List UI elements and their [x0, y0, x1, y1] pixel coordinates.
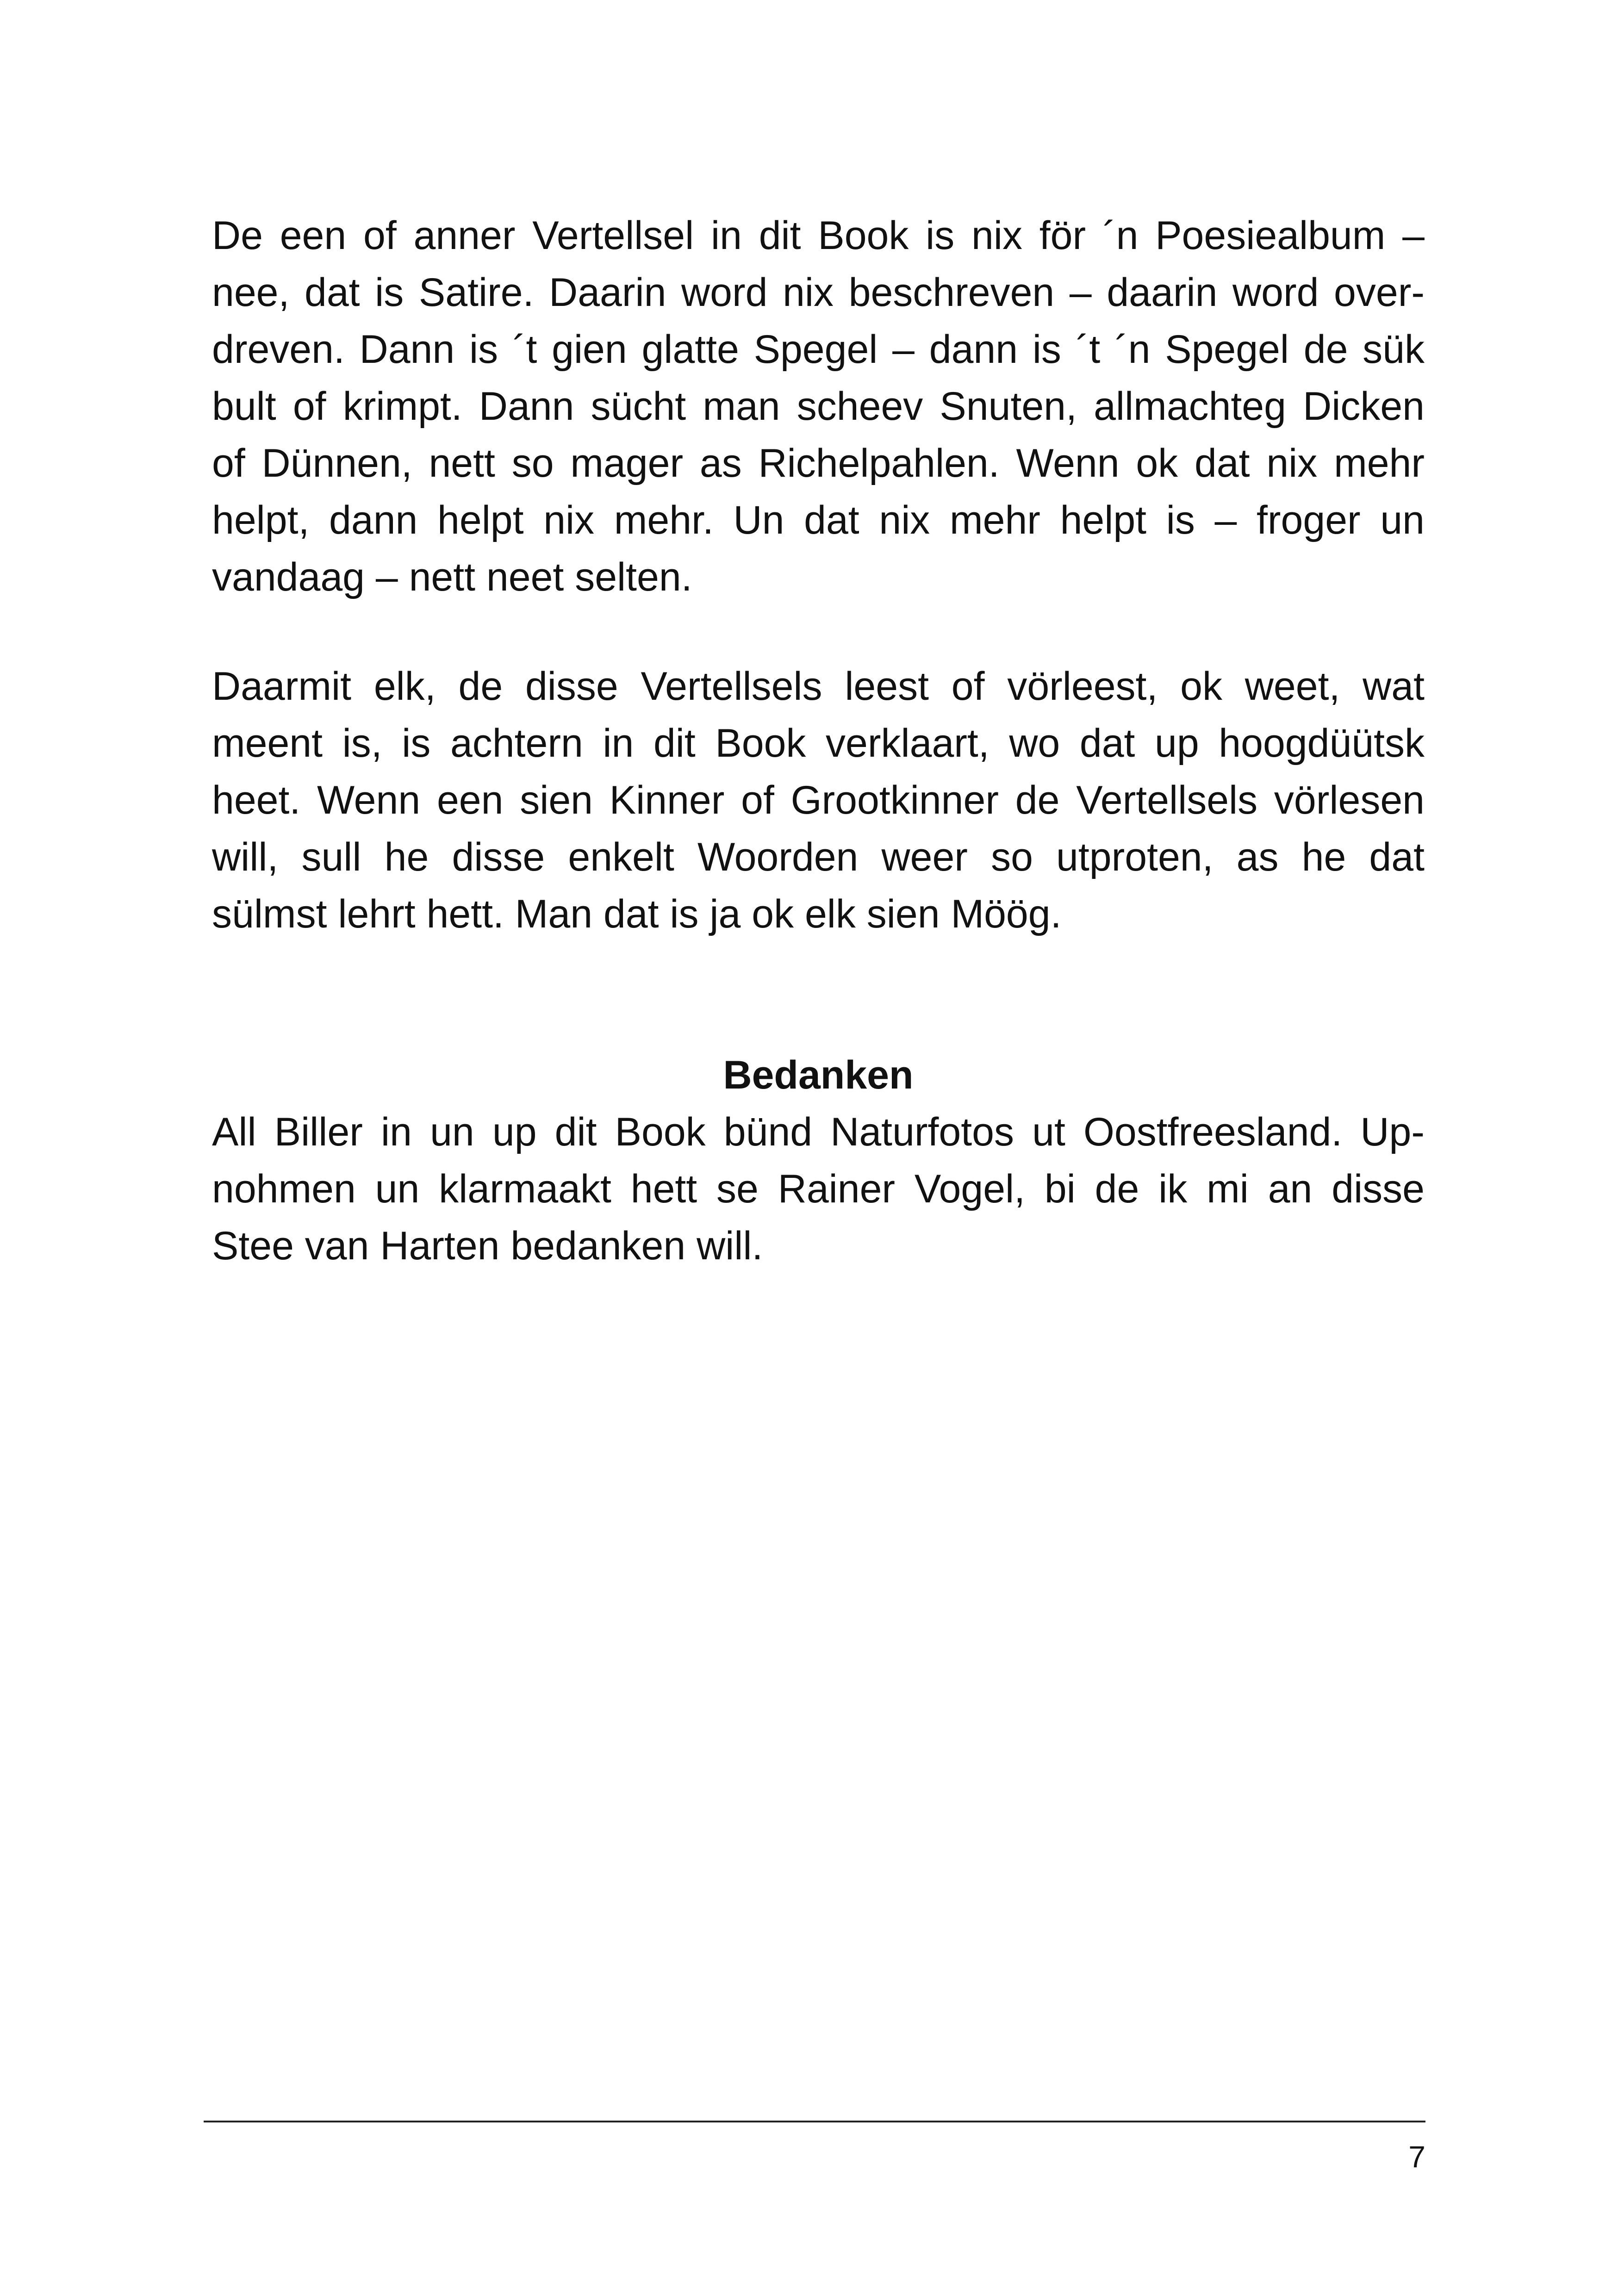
paragraph-acknowledgement [212, 1104, 1425, 1275]
text-line: heet. Wenn een sien Kinner of Grootkinner de Vertellsels vörlesen [212, 778, 1425, 822]
text-line: nee, dat is Satire. Daarin word nix beschreven – daarin word over- [212, 270, 1425, 315]
text-line: Stee van Harten bedanken will. [212, 1224, 763, 1268]
text-line: sülmst lehrt hett. Man dat is ja ok elk sien Möög. [212, 892, 1062, 936]
text-line: Daarmit elk, de disse Vertellsels leest of vörleest, ok weet, wat [212, 664, 1425, 709]
text-line: of Dünnen, nett so mager as Richelpahlen. Wenn ok dat nix mehr [212, 441, 1425, 485]
text-line: All Biller in un up dit Book bünd Naturfotos ut Oostfreesland. Up- [212, 1110, 1425, 1154]
text-line: helpt, dann helpt nix mehr. Un dat nix mehr helpt is – froger un [212, 498, 1425, 542]
text-line: meent is, is achtern in dit Book verklaart, wo dat up hoogdüütsk [212, 721, 1425, 765]
text-line: nohmen un klarmaakt hett se Rainer Vogel, bi de ik mi an disse [212, 1167, 1425, 1211]
paragraph-explanation [212, 658, 1425, 943]
footer-divider [204, 2121, 1425, 2122]
text-line: will, sull he disse enkelt Woorden weer so utproten, as he dat [212, 835, 1425, 879]
paragraph-satire [212, 207, 1425, 606]
text-line: dreven. Dann is ´t gien glatte Spegel – dann is ´t ´n Spegel de sük [212, 327, 1425, 372]
text-line: bult of krimpt. Dann sücht man scheev Snuten, allmachteg Dicken [212, 384, 1425, 429]
page-number: 7 [1408, 2140, 1425, 2174]
text-line: De een of anner Vertellsel in dit Book is nix för ´n Poesiealbum – [212, 213, 1425, 258]
section-heading: Bedanken [723, 1053, 914, 1097]
text-line: vandaag – nett neet selten. [212, 555, 692, 599]
